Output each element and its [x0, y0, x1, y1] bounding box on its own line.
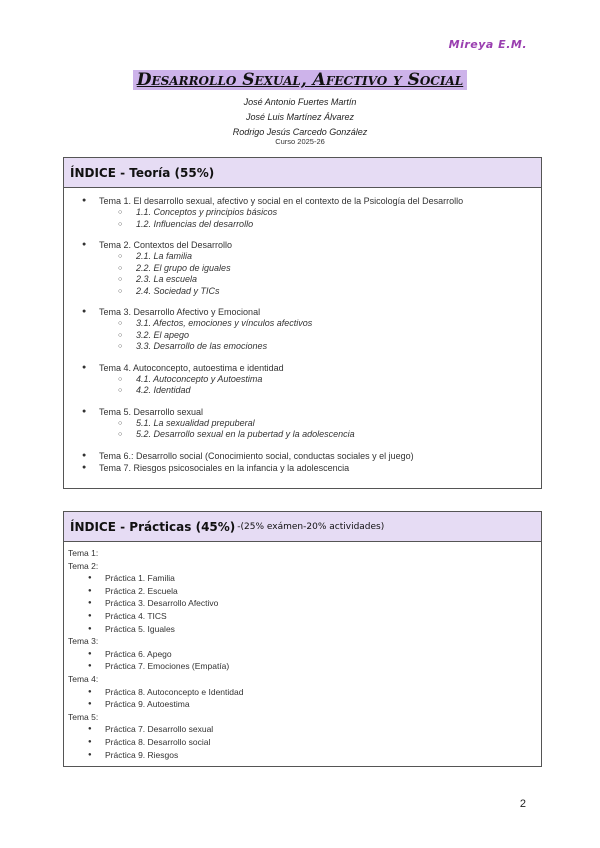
page-number: 2: [519, 798, 526, 810]
theory-subtopic-list: [99, 418, 541, 441]
practice-index-box: [63, 511, 542, 767]
practice-item-list: [68, 723, 541, 761]
practice-item: ● Práctica 7. Desarrollo sexual: [68, 723, 541, 736]
author-line: Rodrigo Jesús Carcedo González: [232, 127, 368, 137]
practice-index-header: [64, 512, 541, 542]
practice-item: ● Práctica 7. Emociones (Empatía): [68, 660, 541, 673]
theory-subtopic: ○ 4.1. Autoconcepto y Autoestima: [99, 374, 541, 386]
theory-subtopic: ○ 2.1. La familia: [99, 251, 541, 263]
practice-item: ● Práctica 8. Autoconcepto e Identidad: [68, 686, 541, 699]
practice-item-list: [68, 648, 541, 673]
practice-tema-label: Tema 1:: [68, 548, 99, 558]
theory-topic-label: Tema 6.: Desarrollo social (Conocimiento social, conductas sociales y el juego): [99, 450, 414, 461]
theory-topic: [64, 406, 541, 441]
practice-tema-label: Tema 5:: [68, 711, 99, 722]
theory-subtopic: ○ 2.3. La escuela: [99, 274, 541, 286]
theory-subtopic-list: [99, 251, 541, 297]
practice-item: ● Práctica 4. TICS: [68, 610, 541, 623]
theory-topic-label: Tema 1. El desarrollo sexual, afectivo y social en el contexto de la Psicología del Desarrollo: [99, 196, 464, 206]
author-line: José Luis Martínez Álvarez: [245, 112, 355, 122]
theory-topic: [64, 450, 541, 462]
theory-topic-label: Tema 5. Desarrollo sexual: [99, 406, 204, 417]
theory-subtopic: ○ 5.2. Desarrollo sexual en la pubertad y la adolescencia: [99, 429, 541, 441]
practice-index-heading: ÍNDICE - Prácticas (45%): [70, 519, 236, 534]
practice-item: ● Práctica 6. Apego: [68, 648, 541, 661]
theory-topic: [64, 362, 541, 397]
theory-topic: [64, 306, 541, 353]
theory-topic-label: Tema 4. Autoconcepto, autoestima e identidad: [99, 362, 284, 373]
authors-block: [0, 95, 600, 140]
practice-item-list: [68, 572, 541, 635]
theory-topic-label: Tema 7. Riesgos psicosociales en la infancia y la adolescencia: [99, 462, 350, 473]
practice-tema-label: Tema 4:: [68, 673, 99, 684]
practice-item: ● Práctica 2. Escuela: [68, 585, 541, 598]
document-title: Desarrollo Sexual, Afectivo y Social: [133, 70, 467, 90]
theory-subtopic: ○ 5.1. La sexualidad prepuberal: [99, 418, 541, 430]
theory-topic: [64, 462, 541, 474]
theory-topic: [64, 239, 541, 297]
practice-item: ● Práctica 1. Familia: [68, 572, 541, 585]
practice-item: ● Práctica 9. Autoestima: [68, 698, 541, 711]
theory-subtopic: ○ 3.1. Afectos, emociones y vínculos afectivos: [99, 318, 541, 330]
theory-subtopic: ○ 2.4. Sociedad y TICs: [99, 286, 541, 298]
practice-item: ● Práctica 3. Desarrollo Afectivo: [68, 597, 541, 610]
theory-subtopic: ○ 3.3. Desarrollo de las emociones: [99, 341, 541, 353]
theory-index-heading: ÍNDICE - Teoría (55%): [70, 165, 215, 180]
theory-subtopic-list: [99, 374, 541, 397]
practice-index-weighting: -(25% exámen-20% actividades): [237, 521, 385, 532]
theory-topic-label: Tema 3. Desarrollo Afectivo y Emocional: [99, 307, 261, 317]
practice-item: ● Práctica 9. Riesgos: [68, 749, 541, 762]
theory-index-box: [63, 157, 542, 489]
theory-subtopic: ○ 2.2. El grupo de iguales: [99, 263, 541, 275]
practice-item-list: [68, 686, 541, 711]
theory-subtopic: ○ 3.2. El apego: [99, 330, 541, 342]
theory-subtopic-list: [99, 207, 541, 230]
course-label: Curso 2025-26: [275, 137, 325, 146]
theory-subtopic: ○ 1.1. Conceptos y principios básicos: [99, 207, 541, 219]
practice-item: ● Práctica 8. Desarrollo social: [68, 736, 541, 749]
practice-item: ● Práctica 5. Iguales: [68, 623, 541, 636]
theory-subtopic-list: [99, 318, 541, 353]
theory-topic: [64, 195, 541, 230]
theory-index-header: [64, 158, 541, 188]
author-tag: Mireya E.M.: [448, 38, 527, 51]
practice-tema-label: Tema 3:: [68, 636, 99, 647]
theory-topic-label: Tema 2. Contextos del Desarrollo: [99, 240, 233, 250]
practice-tema-label: Tema 2:: [68, 560, 99, 571]
practice-list: [64, 542, 541, 761]
title-wrap: [0, 70, 600, 90]
theory-topic-list: [64, 188, 541, 474]
theory-subtopic: ○ 4.2. Identidad: [99, 385, 541, 397]
theory-subtopic: ○ 1.2. Influencias del desarrollo: [99, 219, 541, 231]
author-line: José Antonio Fuertes Martín: [243, 97, 357, 107]
